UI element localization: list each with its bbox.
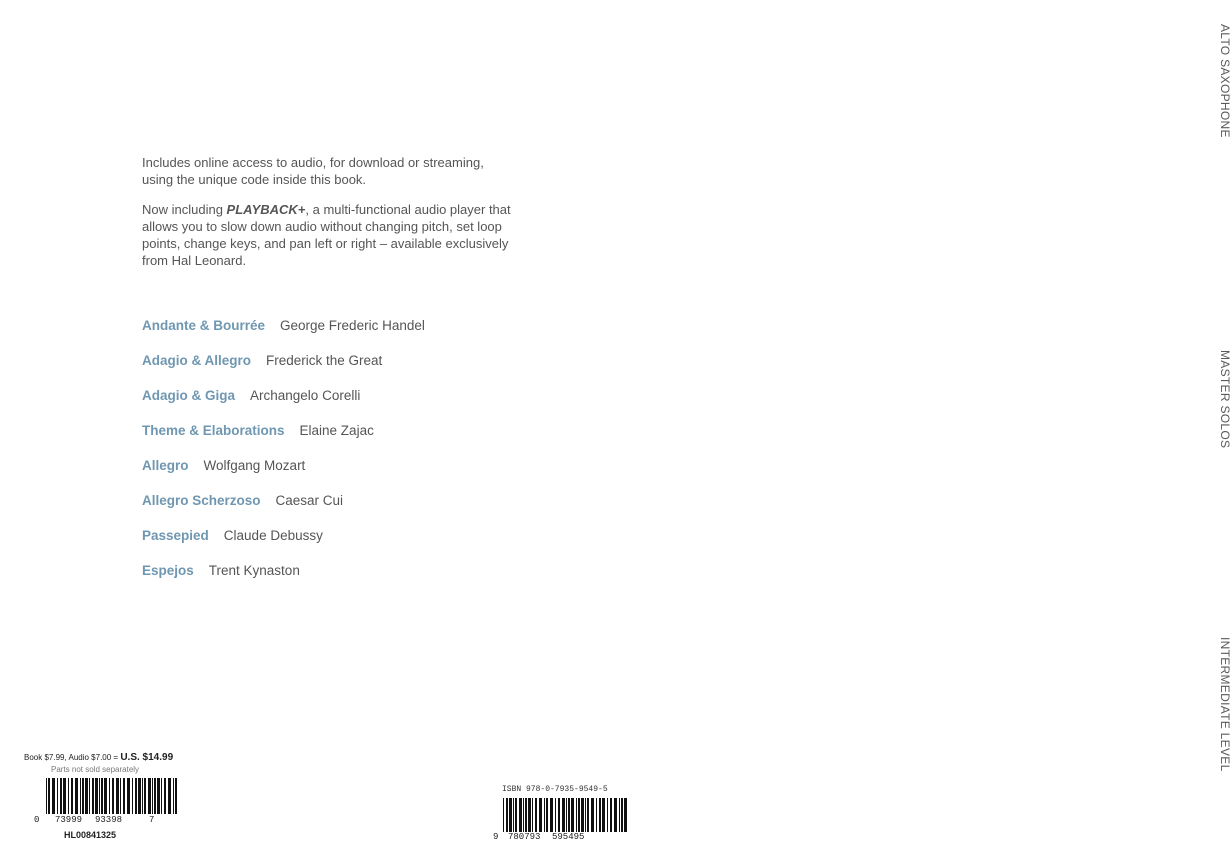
barcode-bar: [614, 798, 617, 832]
isbn-digits-left: 780793: [508, 832, 541, 842]
upc-digits-right: 93398: [95, 815, 123, 825]
barcode-bar: [157, 778, 160, 814]
barcode-bar: [85, 778, 88, 814]
song-list: [142, 318, 582, 598]
song-item: [142, 563, 582, 598]
barcode-bar: [135, 778, 137, 814]
barcode-bar: [80, 778, 81, 814]
barcode-bar: [175, 778, 177, 814]
song-item: [142, 493, 582, 528]
song-item: [142, 388, 582, 423]
barcode-bar: [48, 778, 50, 814]
barcode-bar: [562, 798, 565, 832]
upc-barcode: [46, 778, 179, 814]
barcode-bar: [528, 798, 531, 832]
intro-playback: [142, 201, 517, 269]
isbn-barcode: [503, 798, 628, 832]
spine-series: MASTER SOLOS: [1218, 350, 1232, 449]
song-item: [142, 318, 582, 353]
barcode-bar: [104, 778, 107, 814]
barcode-bar: [82, 778, 84, 814]
barcode-bar: [63, 778, 66, 814]
barcode-bar: [544, 798, 545, 832]
barcode-bar: [92, 778, 94, 814]
barcode-bar: [585, 798, 586, 832]
barcode-bar: [513, 798, 514, 832]
song-composer: Trent Kynaston: [208, 563, 300, 578]
barcode-bar: [535, 798, 537, 832]
barcode-bar: [602, 798, 605, 832]
barcode-bar: [566, 798, 567, 832]
song-composer: Wolfgang Mozart: [203, 458, 306, 473]
price-breakdown: Book $7.99, Audio $7.00 =: [24, 753, 121, 762]
barcode-bar: [515, 798, 517, 832]
barcode-bar: [127, 778, 130, 814]
barcode-bar: [591, 798, 594, 832]
song-composer: Archangelo Corelli: [250, 388, 361, 403]
barcode-bar: [578, 798, 580, 832]
song-composer: Elaine Zajac: [299, 423, 374, 438]
barcode-bar: [168, 778, 171, 814]
price-line: [24, 752, 173, 763]
song-title: Passepied: [142, 528, 209, 543]
upc-digits-left: 73999: [55, 815, 83, 825]
intro-playback-suffix: , a multi-functional audio player that allows you to slow down audio without changing pitch, set loop points, change keys, and pan left or right – available exclusively from Hal Leonard.: [142, 202, 511, 268]
barcode-bar: [576, 798, 577, 832]
barcode-bar: [71, 778, 73, 814]
barcode-bar: [581, 798, 584, 832]
song-title: Andante & Bourrée: [142, 318, 266, 333]
barcode-bar: [52, 778, 55, 814]
song-composer: Caesar Cui: [275, 493, 344, 508]
barcode-bar: [138, 778, 141, 814]
isbn-digits-right: 595495: [552, 832, 585, 842]
barcode-bar: [148, 778, 151, 814]
barcode-bar: [568, 798, 570, 832]
barcode-bar: [610, 798, 612, 832]
barcode-bar: [621, 798, 623, 832]
barcode-bar: [109, 778, 110, 814]
barcode-bar: [607, 798, 608, 832]
song-title: Espejos: [142, 563, 194, 578]
spine: [590, 0, 1232, 864]
barcode-bar: [46, 778, 47, 814]
barcode-bar: [506, 798, 508, 832]
barcode-bar: [519, 798, 522, 832]
barcode-bar: [503, 798, 504, 832]
song-composer: Claude Debussy: [223, 528, 323, 543]
price-total: U.S. $14.99: [120, 752, 174, 763]
intro-playback-prefix: Now including: [142, 202, 227, 217]
upc-digit-last: 7: [149, 815, 155, 825]
barcode-bar: [532, 798, 533, 832]
song-title: Theme & Elaborations: [142, 423, 285, 438]
barcode-bar: [112, 778, 114, 814]
barcode-bar: [571, 798, 574, 832]
barcode-bar: [596, 798, 597, 832]
barcode-bar: [624, 798, 627, 832]
song-item: [142, 458, 582, 493]
barcode-bar: [142, 778, 143, 814]
barcode-bar: [523, 798, 524, 832]
intro-text: [142, 154, 517, 282]
barcode-bar: [123, 778, 125, 814]
barcode-bar: [152, 778, 153, 814]
song-title: Allegro: [142, 458, 189, 473]
barcode-bar: [164, 778, 166, 814]
upc-digit-first: 0: [34, 815, 40, 825]
barcode-bar: [587, 798, 589, 832]
song-composer: Frederick the Great: [266, 353, 383, 368]
barcode-bar: [525, 798, 527, 832]
barcode-bar: [99, 778, 100, 814]
price-note: Parts not sold separately: [51, 765, 140, 774]
product-code: HL00841325: [64, 830, 117, 840]
song-item: [142, 423, 582, 458]
barcode-bar: [60, 778, 62, 814]
intro-access: Includes online access to audio, for download or streaming, using the unique code inside this book.: [142, 155, 484, 187]
barcode-bar: [132, 778, 133, 814]
barcode-bar: [550, 798, 553, 832]
song-item: [142, 528, 582, 563]
barcode-bar: [68, 778, 69, 814]
song-item: [142, 353, 582, 388]
isbn-label: ISBN 978-0-7935-9549-5: [502, 785, 608, 794]
barcode-bar: [116, 778, 119, 814]
playback-brand: PLAYBACK+: [226, 202, 306, 217]
barcode-bar: [75, 778, 78, 814]
barcode-bar: [539, 798, 542, 832]
barcode-bar: [173, 778, 174, 814]
song-title: Allegro Scherzoso: [142, 493, 261, 508]
barcode-bar: [95, 778, 98, 814]
barcode-bar: [546, 798, 548, 832]
song-title: Adagio & Giga: [142, 388, 236, 403]
barcode-bar: [57, 778, 58, 814]
barcode-bar: [89, 778, 90, 814]
barcode-bar: [161, 778, 162, 814]
barcode-bar: [120, 778, 121, 814]
barcode-bar: [144, 778, 146, 814]
barcode-bar: [619, 798, 620, 832]
barcode-bar: [599, 798, 601, 832]
barcode-bar: [154, 778, 156, 814]
song-composer: George Frederic Handel: [280, 318, 425, 333]
barcode-bar: [509, 798, 512, 832]
song-title: Adagio & Allegro: [142, 353, 252, 368]
barcode-bar: [555, 798, 556, 832]
spine-level: INTERMEDIATE LEVEL: [1218, 637, 1232, 772]
barcode-bar: [101, 778, 103, 814]
isbn-digit-first: 9: [493, 832, 499, 842]
spine-instrument: ALTO SAXOPHONE: [1218, 24, 1232, 138]
barcode-bar: [558, 798, 560, 832]
